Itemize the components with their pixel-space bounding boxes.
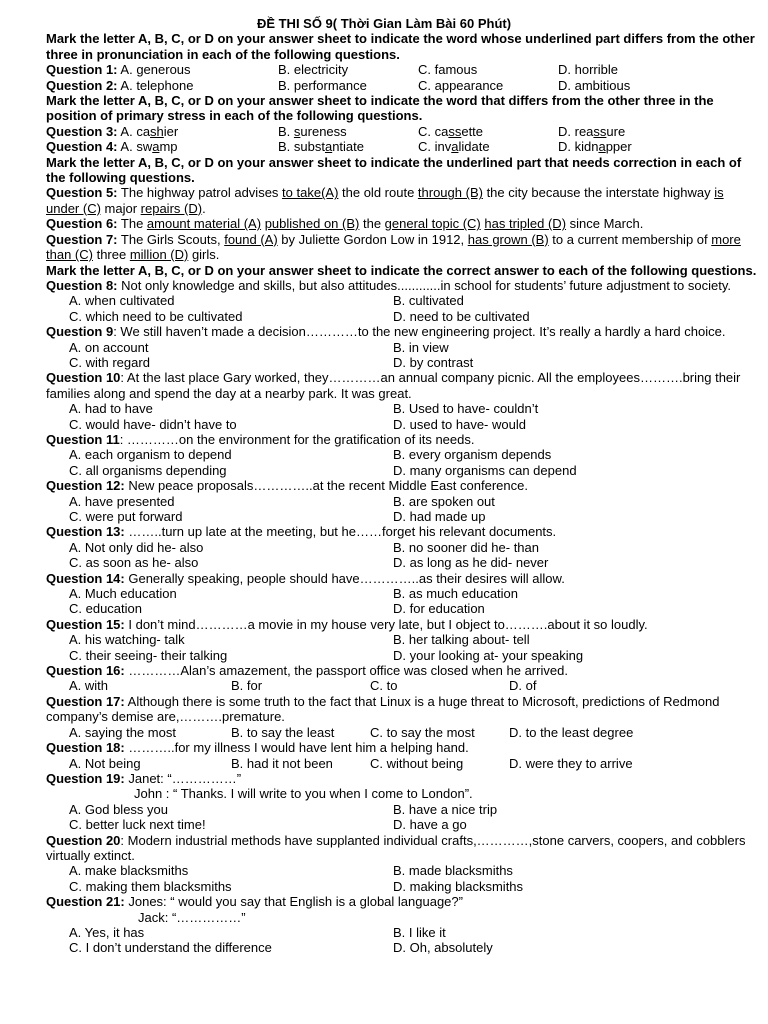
underlined-part-d: has tripled (D) bbox=[484, 216, 567, 232]
option-d: D. Oh, absolutely bbox=[393, 940, 493, 956]
option-b: B. I like it bbox=[393, 924, 446, 940]
question-7: Question 7: The Girls Scouts, found (A) by Juliette Gordon Low in 1912, has grown (B) to a current membership of more than (C) three million (D) girls. bbox=[46, 231, 741, 263]
option-a: A. saying the most bbox=[69, 724, 176, 740]
option-b: B. to say the least bbox=[231, 724, 335, 740]
question-label: Question 6: bbox=[46, 216, 118, 232]
underlined-part-b: has grown (B) bbox=[467, 231, 549, 247]
option-b: B. made blacksmiths bbox=[393, 863, 513, 879]
question-label: Question 16: bbox=[46, 663, 125, 679]
question-stem: Question 12: New peace proposals…………..at the recent Middle East conference. bbox=[46, 478, 528, 494]
dialog-reply: Jack: “……………” bbox=[138, 909, 246, 925]
question-13 bbox=[46, 524, 758, 570]
question-label: Question 7: bbox=[46, 231, 118, 247]
question-label: Question 8: bbox=[46, 277, 118, 293]
option-a: A. with bbox=[69, 678, 109, 694]
option-a: A. generous bbox=[120, 62, 191, 78]
option-b: B. no sooner did he- than bbox=[393, 539, 539, 555]
underlined-part-c: is under (C) bbox=[46, 185, 724, 216]
question-label: Question 17: bbox=[46, 693, 125, 709]
option-c: C. with regard bbox=[69, 354, 150, 370]
question-stem: Question 19: Janet: “……………” bbox=[46, 770, 242, 786]
option-d: D. ambitious bbox=[558, 77, 631, 93]
question-stem: Question 17: Although there is some truth to the fact that Linux is a huge threat to Microsoft, predictions of Redmond company’s demise are,……….premature. bbox=[46, 693, 720, 725]
option-d: D. had made up bbox=[393, 509, 486, 524]
question-18 bbox=[46, 740, 758, 771]
question-label: Question 9 bbox=[46, 324, 114, 340]
question-10 bbox=[46, 370, 758, 432]
question-9 bbox=[46, 324, 758, 370]
option-c: C. their seeing- their talking bbox=[69, 647, 228, 663]
option-a: A. on account bbox=[69, 339, 149, 355]
question-stem: Question 20: Modern industrial methods have supplanted individual crafts,…………,stone carvers, coopers, and cobblers virtually extinct. bbox=[46, 832, 746, 863]
question-20 bbox=[46, 833, 758, 895]
question-6: Question 6: The amount material (A) published on (B) the general topic (C) has tripled (D) since March. bbox=[46, 216, 644, 232]
option-d: D. kidnapper bbox=[558, 139, 632, 155]
question-stem: Question 11: …………on the environment for the gratification of its needs. bbox=[46, 431, 475, 447]
underlined-part-a: to take(A) bbox=[282, 185, 339, 201]
question-label: Question 1: bbox=[46, 62, 118, 78]
question-1 bbox=[46, 62, 758, 77]
question-stem: Question 15: I don’t mind…………a movie in my house very late, but I object to……….about it so loudly. bbox=[46, 616, 648, 632]
option-a: A. each organism to depend bbox=[69, 447, 232, 463]
option-c: C. to say the most bbox=[370, 724, 475, 740]
option-b: B. Used to have- couldn’t bbox=[393, 401, 539, 417]
option-d: D. have a go bbox=[393, 817, 467, 833]
question-label: Question 12: bbox=[46, 478, 125, 494]
option-b: B. as much education bbox=[393, 586, 519, 602]
option-c: C. I don’t understand the difference bbox=[69, 940, 272, 956]
underlined-part-b: published on (B) bbox=[264, 216, 360, 232]
option-c: C. all organisms depending bbox=[69, 462, 227, 478]
option-a: A. when cultivated bbox=[69, 293, 175, 309]
option-a: A. God bless you bbox=[69, 801, 168, 817]
option-b: B. every organism depends bbox=[393, 447, 552, 463]
option-d: D. many organisms can depend bbox=[393, 462, 577, 478]
option-a: A. Yes, it has bbox=[69, 924, 145, 940]
question-label: Question 18: bbox=[46, 740, 125, 756]
option-b: B. her talking about- tell bbox=[393, 632, 530, 648]
question-stem: Question 10: At the last place Gary worked, they…………an annual company picnic. All the employees……….bring their families along and spend the day at a nearby park. It was great. bbox=[46, 370, 741, 401]
option-b: B. have a nice trip bbox=[393, 801, 498, 817]
option-a: A. Much education bbox=[69, 586, 177, 602]
question-4 bbox=[46, 139, 758, 154]
option-d: D. by contrast bbox=[393, 354, 474, 370]
question-label: Question 15: bbox=[46, 616, 125, 632]
option-a: A. cashier bbox=[120, 123, 179, 139]
option-d: D. horrible bbox=[558, 62, 618, 78]
question-stem: Question 13: ……..turn up late at the meeting, but he……forget his relevant documents. bbox=[46, 524, 557, 540]
question-stem: Question 9: We still haven’t made a decision…………to the new engineering project. It’s really a hardly a hard choice. bbox=[46, 324, 726, 340]
question-label: Question 11 bbox=[46, 431, 120, 447]
option-b: B. had it not been bbox=[231, 755, 333, 771]
underlined-part-a: found (A) bbox=[224, 231, 278, 247]
option-c: C. would have- didn’t have to bbox=[69, 416, 237, 432]
option-a: A. telephone bbox=[120, 77, 194, 93]
option-c: C. education bbox=[69, 601, 142, 617]
option-a: A. Not being bbox=[69, 755, 141, 771]
option-d: D. reassure bbox=[558, 123, 626, 139]
question-16 bbox=[46, 663, 758, 694]
question-label: Question 14: bbox=[46, 570, 125, 586]
question-label: Question 20 bbox=[46, 832, 121, 848]
question-label: Question 2: bbox=[46, 77, 118, 93]
option-b: B. are spoken out bbox=[393, 493, 495, 509]
option-d: D. used to have- would bbox=[393, 416, 526, 432]
option-b: B. electricity bbox=[278, 62, 349, 78]
option-c: C. without being bbox=[370, 755, 464, 771]
option-d: D. to the least degree bbox=[509, 724, 634, 740]
option-b: B. sureness bbox=[278, 123, 347, 139]
question-stem: Question 18: ………..for my illness I would have lent him a helping hand. bbox=[46, 740, 469, 756]
option-c: C. making them blacksmiths bbox=[69, 878, 232, 894]
underlined-part-c: more than (C) bbox=[46, 231, 741, 263]
option-a: A. his watching- talk bbox=[69, 632, 185, 648]
option-b: B. performance bbox=[278, 77, 367, 93]
exam-title: ĐỀ THI SỐ 9( Thời Gian Làm Bài 60 Phút) bbox=[256, 16, 512, 31]
question-3 bbox=[46, 124, 758, 139]
question-stem: Question 8: Not only knowledge and skills, but also attitudes............in school for students’ future adjustment to society. bbox=[46, 277, 731, 293]
option-d: D. of bbox=[509, 678, 537, 694]
instruction-multiple-choice: Mark the letter A, B, C, or D on your answer sheet to indicate the correct answer to each of the following questions. bbox=[46, 262, 757, 278]
underlined-part-b: through (B) bbox=[417, 185, 483, 201]
question-5: Question 5: The highway patrol advises to take(A) the old route through (B) the city because the interstate highway is under (C) major repairs (D). bbox=[46, 185, 724, 216]
question-14 bbox=[46, 571, 758, 617]
option-c: C. were put forward bbox=[69, 509, 183, 524]
option-d: D. your looking at- your speaking bbox=[393, 647, 584, 663]
option-d: D. for education bbox=[393, 601, 485, 617]
option-c: C. famous bbox=[418, 62, 478, 78]
option-d: D. were they to arrive bbox=[509, 755, 633, 771]
option-c: C. which need to be cultivated bbox=[69, 308, 243, 324]
question-stem: Question 16: …………Alan’s amazement, the passport office was closed when he arrived. bbox=[46, 663, 568, 679]
dialog-reply: John : “ Thanks. I will write to you when I come to London”. bbox=[134, 786, 473, 802]
question-2 bbox=[46, 78, 758, 93]
question-12 bbox=[46, 478, 758, 524]
question-21 bbox=[46, 894, 758, 956]
option-b: B. for bbox=[231, 678, 263, 694]
question-11 bbox=[46, 432, 758, 478]
question-label: Question 3: bbox=[46, 123, 118, 139]
option-a: A. have presented bbox=[69, 493, 175, 509]
question-label: Question 5: bbox=[46, 185, 118, 201]
underlined-part-a: amount material (A) bbox=[146, 216, 262, 232]
option-b: B. in view bbox=[393, 339, 449, 355]
option-a: A. swamp bbox=[120, 139, 178, 155]
question-label: Question 19: bbox=[46, 770, 125, 786]
option-c: C. to bbox=[370, 678, 398, 694]
question-label: Question 13: bbox=[46, 524, 125, 540]
option-d: D. need to be cultivated bbox=[393, 308, 530, 324]
option-c: C. invalidate bbox=[418, 139, 490, 155]
option-c: C. cassette bbox=[418, 123, 484, 139]
option-c: C. appearance bbox=[418, 77, 504, 93]
question-15 bbox=[46, 617, 758, 663]
question-stem: Question 14: Generally speaking, people should have…………..as their desires will allow. bbox=[46, 570, 565, 586]
option-a: A. Not only did he- also bbox=[69, 539, 204, 555]
underlined-part-d: million (D) bbox=[129, 247, 189, 263]
instruction-pronunciation: Mark the letter A, B, C, or D on your answer sheet to indicate the word whose underlined part differs from the other three in pronunciation in each of the following questions. bbox=[46, 31, 755, 62]
question-19 bbox=[46, 771, 758, 833]
question-label: Question 10 bbox=[46, 370, 121, 386]
instruction-error-identification: Mark the letter A, B, C, or D on your answer sheet to indicate the underlined part that needs correction in each of the following questions. bbox=[46, 154, 742, 186]
option-a: A. make blacksmiths bbox=[69, 863, 189, 879]
question-17 bbox=[46, 694, 758, 740]
underlined-part-d: repairs (D) bbox=[140, 200, 203, 216]
underlined-part-c: general topic (C) bbox=[384, 216, 481, 232]
question-stem: Question 21: Jones: “ would you say that English is a global language?” bbox=[46, 894, 463, 910]
question-label: Question 21: bbox=[46, 894, 125, 910]
option-a: A. had to have bbox=[69, 401, 153, 417]
question-label: Question 4: bbox=[46, 139, 118, 155]
instruction-stress: Mark the letter A, B, C, or D on your answer sheet to indicate the word that differs from the other three in the position of primary stress in each of the following questions. bbox=[46, 93, 714, 124]
option-d: D. making blacksmiths bbox=[393, 878, 524, 894]
option-c: C. as soon as he- also bbox=[69, 555, 199, 571]
option-c: C. better luck next time! bbox=[69, 817, 206, 833]
question-8 bbox=[46, 278, 758, 324]
option-b: B. cultivated bbox=[393, 293, 464, 309]
option-b: B. substantiate bbox=[278, 139, 365, 155]
option-d: D. as long as he did- never bbox=[393, 555, 549, 571]
